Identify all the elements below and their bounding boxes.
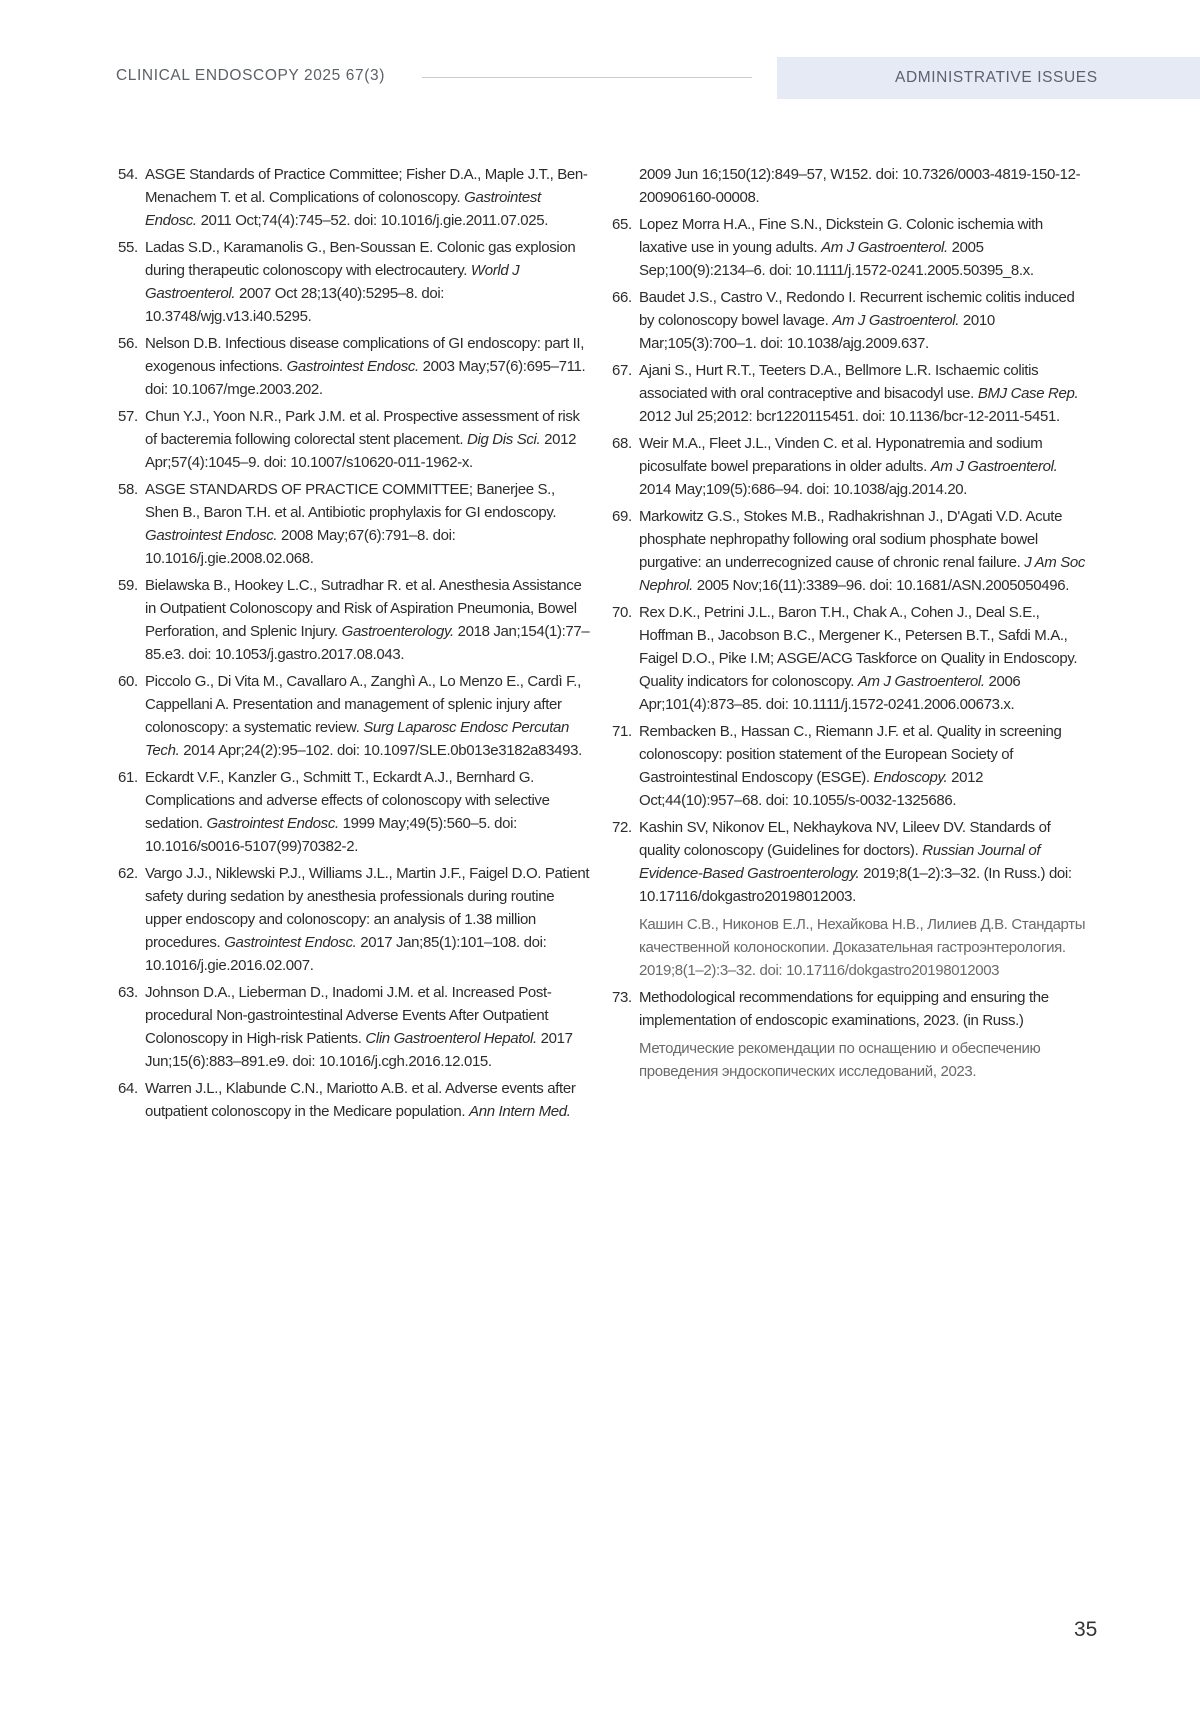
reference-text: ASGE STANDARDS OF PRACTICE COMMITTEE; Banerjee S., Shen B., Baron T.H. et al. Antibiotic prophylaxis for GI endoscopy.	[145, 481, 557, 521]
reference-journal: J Am Soc Nephrol.	[639, 554, 1086, 594]
reference-details: 2012 Apr;57(4):1045–9. doi: 10.1007/s10620-011-1962-x.	[145, 431, 577, 471]
reference-journal: Dig Dis Sci.	[466, 431, 541, 448]
reference-text: Methodological recommendations for equipping and ensuring the implementation of endoscopic examinations, 2023. (in Russ.)	[639, 989, 1049, 1029]
reference-journal: Gastrointest Endosc.	[206, 815, 339, 832]
reference-journal: Gastroenterology.	[341, 623, 454, 640]
reference-text: Rembacken B., Hassan C., Riemann J.F. et al. Quality in screening colonoscopy: position statement of the European Society of Gastrointestinal Endoscopy (ESGE).	[639, 723, 1062, 786]
reference-journal: Gastrointest Endosc.	[145, 189, 541, 229]
reference-number: 65.	[612, 216, 632, 233]
reference-item	[612, 816, 1086, 982]
reference-item	[118, 981, 592, 1073]
reference-journal: Gastrointest Endosc.	[145, 527, 278, 544]
reference-text: Vargo J.J., Niklewski P.J., Williams J.L., Martin J.F., Faigel D.O. Patient safety during sedation by anesthesia professionals during routine upper endoscopy and colonoscopy: an analysis of 1.38 million procedures.	[145, 865, 590, 951]
reference-number: 57.	[118, 408, 138, 425]
reference-text: Piccolo G., Di Vita M., Cavallaro A., Zanghì A., Lo Menzo E., Cardì F., Cappellani A. Presentation and management of splenic injury after colonoscopy: a systematic review.	[145, 673, 581, 736]
reference-text: Rex D.K., Petrini J.L., Baron T.H., Chak A., Cohen J., Deal S.E., Hoffman B., Jacobson B.C., Mergener K., Petersen B.T., Safdi M.A., Faigel D.O., Pike I.M; ASGE/ACG Taskforce on Quality in Endoscopy. Quality indicators for colonoscopy.	[639, 604, 1078, 690]
reference-number: 66.	[612, 289, 632, 306]
reference-continuation-text: 2009 Jun 16;150(12):849–57, W152. doi: 10.7326/0003-4819-150-12-200906160-00008.	[639, 166, 1081, 206]
reference-list-right	[612, 163, 1086, 1087]
reference-number: 54.	[118, 166, 138, 183]
reference-journal: Gastrointest Endosc.	[224, 934, 357, 951]
reference-item	[118, 766, 592, 858]
reference-item	[118, 163, 592, 232]
reference-text: Ladas S.D., Karamanolis G., Ben-Soussan E. Colonic gas explosion during therapeutic colonoscopy with electrocautery.	[145, 239, 576, 279]
reference-number: 67.	[612, 362, 632, 379]
reference-journal: Ann Intern Med.	[469, 1103, 571, 1120]
reference-text: Markowitz G.S., Stokes M.B., Radhakrishnan J., D'Agati V.D. Acute phosphate nephropathy following oral sodium phosphate bowel purgative: an underrecognized cause of chronic renal failure.	[639, 508, 1063, 571]
reference-details: 2010 Mar;105(3):700–1. doi: 10.1038/ajg.2009.637.	[639, 312, 995, 352]
reference-item	[612, 359, 1086, 428]
reference-item	[118, 1077, 592, 1123]
reference-number: 56.	[118, 335, 138, 352]
section-label-text: ADMINISTRATIVE ISSUES	[895, 69, 1098, 86]
reference-number: 61.	[118, 769, 138, 786]
reference-item	[612, 986, 1086, 1083]
reference-item	[118, 332, 592, 401]
reference-details: 2019;8(1–2):3–32. (In Russ.) doi: 10.17116/dokgastro20198012003.	[639, 865, 1072, 905]
reference-number: 71.	[612, 723, 632, 740]
reference-details: 2005 Nov;16(11):3389–96. doi: 10.1681/ASN.2005050496.	[692, 577, 1070, 594]
reference-journal: Surg Laparosc Endosc Percutan Tech.	[145, 719, 570, 759]
reference-details: 2017 Jun;15(6):883–891.e9. doi: 10.1016/j.cgh.2016.12.015.	[145, 1030, 573, 1070]
reference-text: Bielawska B., Hookey L.C., Sutradhar R. et al. Anesthesia Assistance in Outpatient Colonoscopy and Risk of Aspiration Pneumonia, Bowel Perforation, and Splenic Injury.	[145, 577, 582, 640]
reference-text: Baudet J.S., Castro V., Redondo I. Recurrent ischemic colitis induced by colonoscopy bowel lavage.	[639, 289, 1075, 329]
reference-details: 2017 Jan;85(1):101–108. doi: 10.1016/j.gie.2016.02.007.	[145, 934, 547, 974]
reference-details: 1999 May;49(5):560–5. doi: 10.1016/s0016-5107(99)70382-2.	[145, 815, 517, 855]
reference-item	[612, 213, 1086, 282]
reference-number: 63.	[118, 984, 138, 1001]
reference-details: 2012 Oct;44(10):957–68. doi: 10.1055/s-0032-1325686.	[639, 769, 984, 809]
reference-number: 68.	[612, 435, 632, 452]
reference-journal: Clin Gastroenterol Hepatol.	[365, 1030, 537, 1047]
reference-details: 2007 Oct 28;13(40):5295–8. doi: 10.3748/wjg.v13.i40.5295.	[145, 285, 445, 325]
reference-text: Nelson D.B. Infectious disease complications of GI endoscopy: part II, exogenous infections.	[145, 335, 585, 375]
reference-journal: BMJ Case Rep.	[977, 385, 1079, 402]
reference-list-left	[118, 163, 592, 1127]
reference-russian-text: Кашин С.В., Никонов Е.Л., Нехайкова Н.В., Лилиев Д.В. Стандарты качественной колоноскопии. Доказательная гастроэнтерология. 2019;8(1–2):3–32. doi: 10.17116/dokgastro20198012003	[639, 916, 1086, 979]
reference-journal: Am J Gastroenterol.	[832, 312, 960, 329]
reference-journal: Russian Journal of Evidence-Based Gastroenterology.	[639, 842, 1041, 882]
reference-number: 64.	[118, 1080, 138, 1097]
header-divider	[422, 77, 752, 78]
reference-text: Johnson D.A., Lieberman D., Inadomi J.M. et al. Increased Post-procedural Non-gastrointestinal Adverse Events After Outpatient Colonoscopy in High-risk Patients.	[145, 984, 552, 1047]
reference-details: 2014 May;109(5):686–94. doi: 10.1038/ajg.2014.20.	[639, 481, 968, 498]
reference-item	[118, 574, 592, 666]
reference-details: 2012 Jul 25;2012: bcr1220115451. doi: 10.1136/bcr-12-2011-5451.	[639, 408, 1060, 425]
reference-text: ASGE Standards of Practice Committee; Fisher D.A., Maple J.T., Ben-Menachem T. et al. Complications of colonoscopy.	[145, 166, 588, 206]
reference-item	[612, 720, 1086, 812]
reference-text: Weir M.A., Fleet J.L., Vinden C. et al. Hyponatremia and sodium picosulfate bowel preparations in older adults.	[639, 435, 1043, 475]
reference-details: 2014 Apr;24(2):95–102. doi: 10.1097/SLE.0b013e3182a83493.	[179, 742, 582, 759]
reference-journal: Am J Gastroenterol.	[821, 239, 948, 256]
running-header-journal: CLINICAL ENDOSCOPY 2025 67(3)	[116, 67, 385, 84]
reference-number: 59.	[118, 577, 138, 594]
reference-number: 72.	[612, 819, 632, 836]
reference-text: Eckardt V.F., Kanzler G., Schmitt T., Eckardt A.J., Bernhard G. Complications and adverse effects of colonoscopy with selective sedation.	[145, 769, 550, 832]
reference-text: Chun Y.J., Yoon N.R., Park J.M. et al. Prospective assessment of risk of bacteremia following colorectal stent placement.	[145, 408, 580, 448]
reference-journal: Am J Gastroenterol.	[857, 673, 985, 690]
reference-details: 2003 May;57(6):695–711. doi: 10.1067/mge.2003.202.	[145, 358, 586, 398]
reference-item	[612, 505, 1086, 597]
reference-journal: Endoscopy.	[873, 769, 948, 786]
reference-item	[612, 432, 1086, 501]
reference-details: 2008 May;67(6):791–8. doi: 10.1016/j.gie.2008.02.068.	[145, 527, 456, 567]
reference-item	[118, 478, 592, 570]
reference-continuation	[612, 163, 1086, 209]
reference-item	[612, 601, 1086, 716]
reference-text: Kashin SV, Nikonov EL, Nekhaykova NV, Lileev DV. Standards of quality colonoscopy (Guidelines for doctors).	[639, 819, 1051, 859]
reference-number: 58.	[118, 481, 138, 498]
reference-journal: Gastrointest Endosc.	[286, 358, 419, 375]
reference-text: Lopez Morra H.A., Fine S.N., Dickstein G. Colonic ischemia with laxative use in young adults.	[639, 216, 1043, 256]
reference-number: 69.	[612, 508, 632, 525]
reference-number: 62.	[118, 865, 138, 882]
reference-number: 55.	[118, 239, 138, 256]
reference-journal: Am J Gastroenterol.	[930, 458, 1058, 475]
reference-text: Ajani S., Hurt R.T., Teeters D.A., Bellmore L.R. Ischaemic colitis associated with oral contraceptive and bisacodyl use.	[639, 362, 1039, 402]
reference-details: 2018 Jan;154(1):77–85.e3. doi: 10.1053/j.gastro.2017.08.043.	[145, 623, 590, 663]
reference-number: 73.	[612, 989, 632, 1006]
reference-item	[118, 670, 592, 762]
reference-item	[612, 286, 1086, 355]
reference-item	[118, 862, 592, 977]
reference-number: 60.	[118, 673, 138, 690]
reference-details: 2011 Oct;74(4):745–52. doi: 10.1016/j.gie.2011.07.025.	[196, 212, 549, 229]
reference-text: Warren J.L., Klabunde C.N., Mariotto A.B. et al. Adverse events after outpatient colonoscopy in the Medicare population.	[145, 1080, 576, 1120]
reference-russian-text: Методические рекомендации по оснащению и обеспечению проведения эндоскопических исследований, 2023.	[639, 1040, 1041, 1080]
reference-item	[118, 405, 592, 474]
reference-number: 70.	[612, 604, 632, 621]
section-label	[777, 57, 1200, 99]
reference-details: 2005 Sep;100(9):2134–6. doi: 10.1111/j.1572-0241.2005.50395_8.x.	[639, 239, 1034, 279]
reference-details: 2006 Apr;101(4):873–85. doi: 10.1111/j.1572-0241.2006.00673.x.	[639, 673, 1021, 713]
page-number: 35	[1074, 1618, 1098, 1641]
reference-item	[118, 236, 592, 328]
reference-journal: World J Gastroenterol.	[145, 262, 520, 302]
